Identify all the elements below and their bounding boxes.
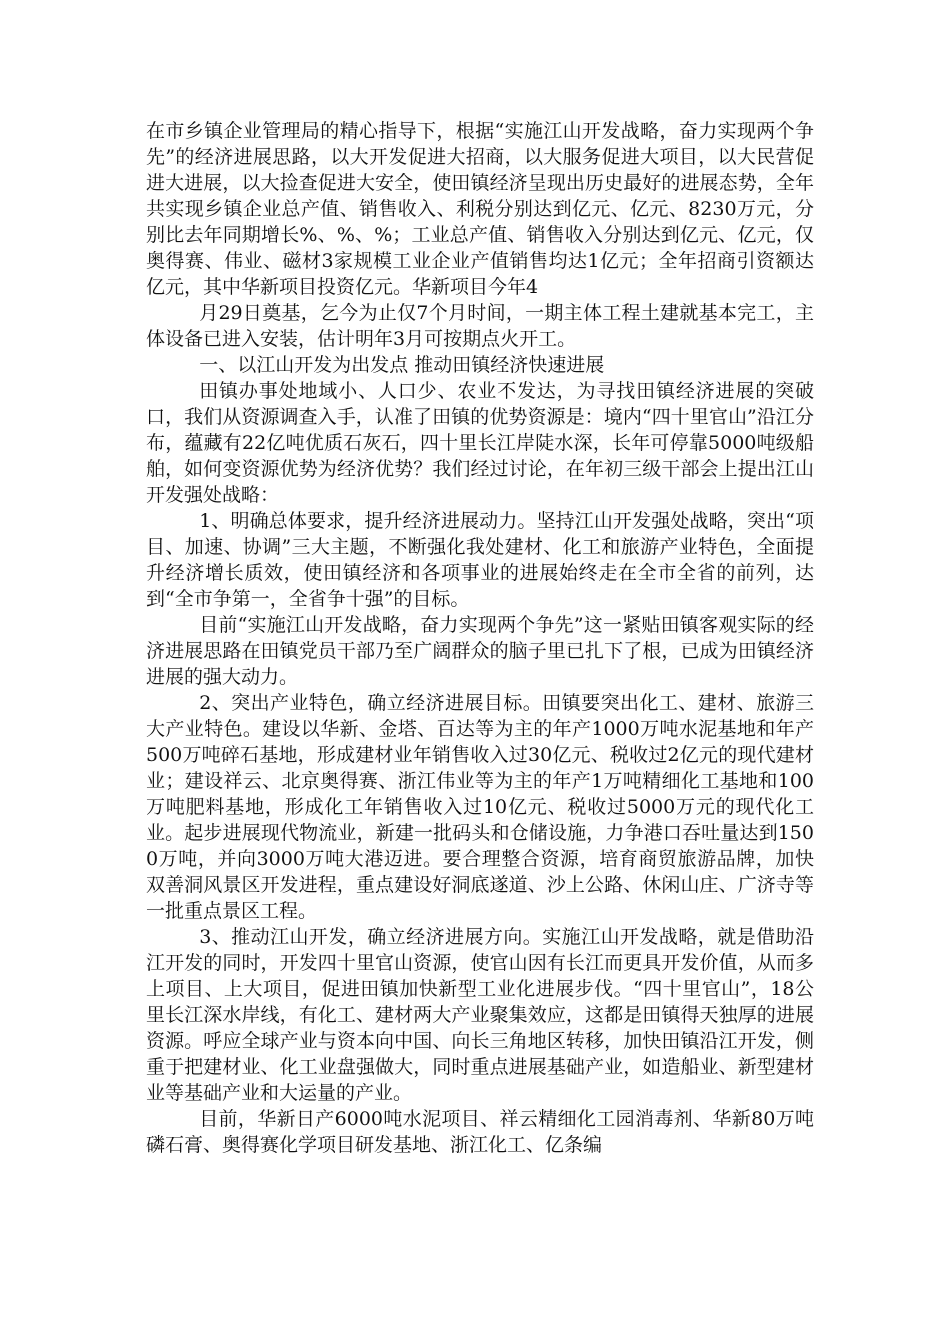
paragraph-item-3: 3、推动江山开发，确立经济进展方向。实施江山开发战略，就是借助沿江开发的同时，开发四十里官山资源，使官山因有长江而更具开发价值，从而多上项目、上大项目，促进田镇加快新型工业化进展步伐。“四十里官山”，18公里长江深水岸线，有化工、建材两大产业聚集效应，这都是田镇得天独厚的进展资源。呼应全球产业与资本向中国、向长三角地区转移，加快田镇沿江开发，侧重于把建材业、化工业盘强做大，同时重点进展基础产业，如造船业、新型建材业等基础产业和大运量的产业。	[146, 926, 814, 1104]
paragraph-resources: 田镇办事处地域小、人口少、农业不发达，为寻找田镇经济进展的突破口，我们从资源调查入手，认准了田镇的优势资源是：境内“四十里官山”沿江分布，蕴藏有22亿吨优质石灰石，四十里长江岸陡水深，长年可停靠5000吨级船舶，如何变资源优势为经济优势？我们经过讨论，在年初三级干部会上提出江山开发强处战略：	[146, 380, 814, 506]
section-heading-1: 一、以江山开发为出发点 推动田镇经济快速进展	[199, 354, 605, 376]
paragraph-item-1: 1、明确总体要求，提升经济进展动力。坚持江山开发强处战略，突出“项目、加速、协调”三大主题，不断强化我处建材、化工和旅游产业特色，全面提升经济增长质效，使田镇经济和各项事业的进展始终走在全市全省的前列，达到“全市争第一，全省争十强”的目标。	[146, 510, 814, 610]
paragraph-huaxin-progress: 月29日奠基，乞今为止仅7个月时间，一期主体工程土建就基本完工，主体设备已进入安装，估计明年3月可按期点火开工。	[146, 302, 814, 350]
document-page	[146, 118, 814, 1158]
paragraph-current-projects: 目前，华新日产6000吨水泥项目、祥云精细化工园消毒剂、华新80万吨磷石膏、奥得赛化学项目研发基地、浙江化工、亿条编	[146, 1108, 814, 1156]
paragraph-intro: 在市乡镇企业管理局的精心指导下，根据“实施江山开发战略，奋力实现两个争先”的经济进展思路，以大开发促进大招商，以大服务促进大项目，以大民营促进大进展，以大捡查促进大安全，使田镇经济呈现出历史最好的进展态势，全年共实现乡镇企业总产值、销售收入、利税分别达到亿元、亿元、8230万元，分别比去年同期增长%、%、%；工业总产值、销售收入分别达到亿元、亿元，仅奥得赛、伟业、磁材3家规模工业企业产值销售均达1亿元；全年招商引资额达亿元，其中华新项目投资亿元。华新项目今年4	[146, 120, 814, 298]
paragraph-current-thinking: 目前“实施江山开发战略，奋力实现两个争先”这一紧贴田镇客观实际的经济进展思路在田镇党员干部乃至广阔群众的脑子里已扎下了根，已成为田镇经济进展的强大动力。	[146, 614, 814, 688]
paragraph-item-2: 2、突出产业特色，确立经济进展目标。田镇要突出化工、建材、旅游三大产业特色。建设以华新、金塔、百达等为主的年产1000万吨水泥基地和年产500万吨碎石基地，形成建材业年销售收入过30亿元、税收过2亿元的现代建材业；建设祥云、北京奥得赛、浙江伟业等为主的年产1万吨精细化工基地和100万吨肥料基地，形成化工年销售收入过10亿元、税收过5000万元的现代化工业。起步进展现代物流业，新建一批码头和仓储设施，力争港口吞吐量达到1500万吨，并向3000万吨大港迈进。要合理整合资源，培育商贸旅游品牌，加快双善洞风景区开发进程，重点建设好洞底遂道、沙上公路、休闲山庄、广济寺等一批重点景区工程。	[146, 692, 814, 922]
